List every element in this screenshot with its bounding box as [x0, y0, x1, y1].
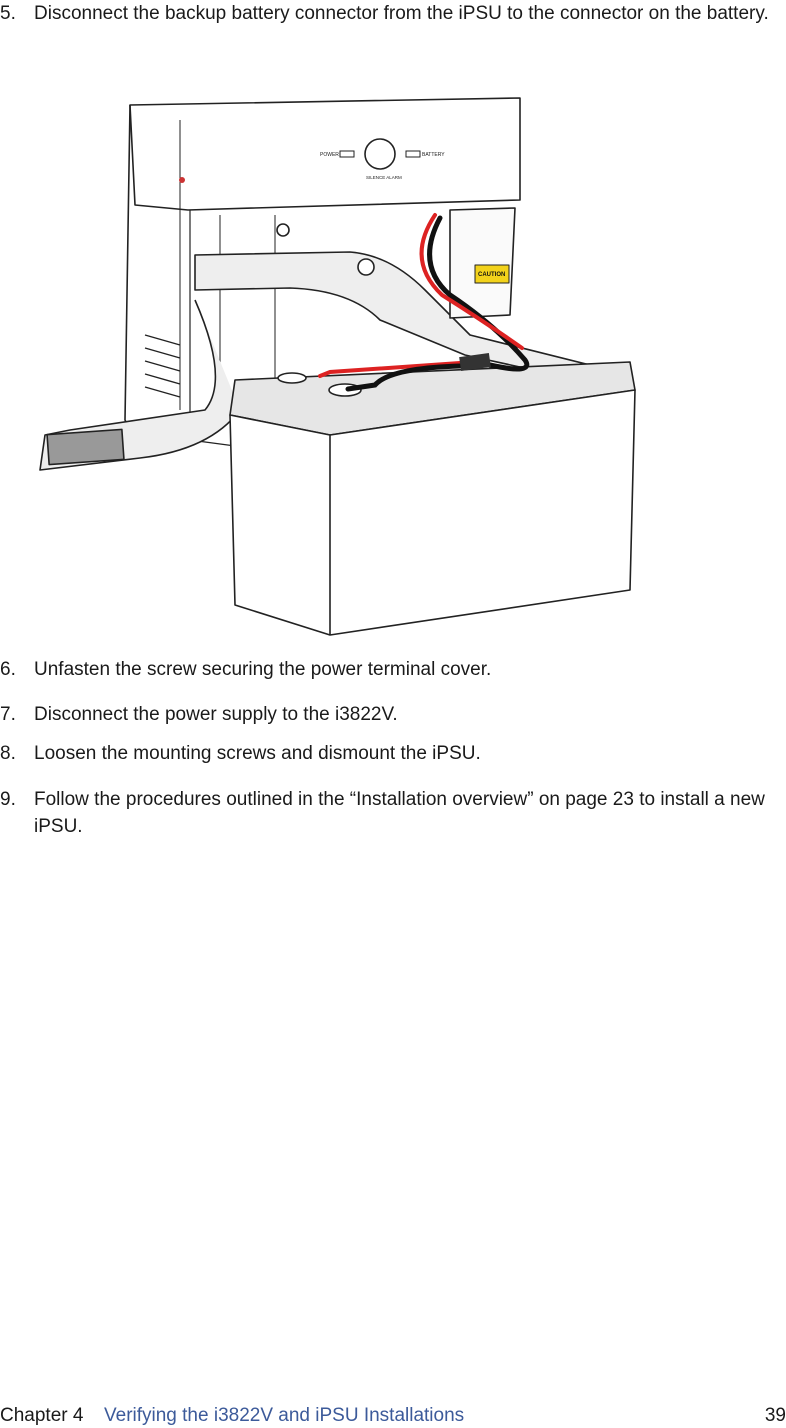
step-number: 5.: [0, 3, 16, 24]
step-number: 8.: [0, 743, 16, 764]
ipsu-battery-illustration: [30, 90, 670, 650]
step-text: Unfasten the screw securing the power terminal cover.: [34, 659, 492, 680]
silence-alarm-button: [365, 139, 395, 169]
step-number: 9.: [0, 789, 16, 810]
battery-body: [230, 390, 635, 635]
step-text: Disconnect the backup battery connector from the iPSU to the connector on the battery.: [34, 3, 769, 24]
step-text: Follow the procedures outlined in the “Installation overview” on page 23 to install a new iPSU.: [34, 789, 765, 837]
step-text: Disconnect the power supply to the i3822V.: [34, 704, 398, 725]
step-number: 7.: [0, 704, 16, 725]
page-number: 39: [764, 1405, 786, 1426]
step-text: Loosen the mounting screws and dismount the iPSU.: [34, 743, 481, 764]
silence-alarm-label: SILENCE ALARM: [366, 175, 402, 180]
battery-label: BATTERY: [422, 152, 445, 158]
step-7: [0, 701, 786, 728]
step-6: [0, 656, 786, 683]
chapter-title: Verifying the i3822V and iPSU Installations: [104, 1405, 465, 1426]
strap-pad: [47, 429, 124, 464]
step-9: [0, 786, 786, 840]
step-5: [0, 0, 786, 54]
vent-slots: [145, 335, 180, 397]
step-number: 6.: [0, 659, 16, 680]
led-indicator: [179, 177, 185, 183]
step-8: [0, 740, 786, 767]
chapter-label: Chapter 4: [0, 1405, 84, 1426]
caution-text: CAUTION: [478, 272, 506, 278]
power-label: POWER: [320, 152, 339, 158]
